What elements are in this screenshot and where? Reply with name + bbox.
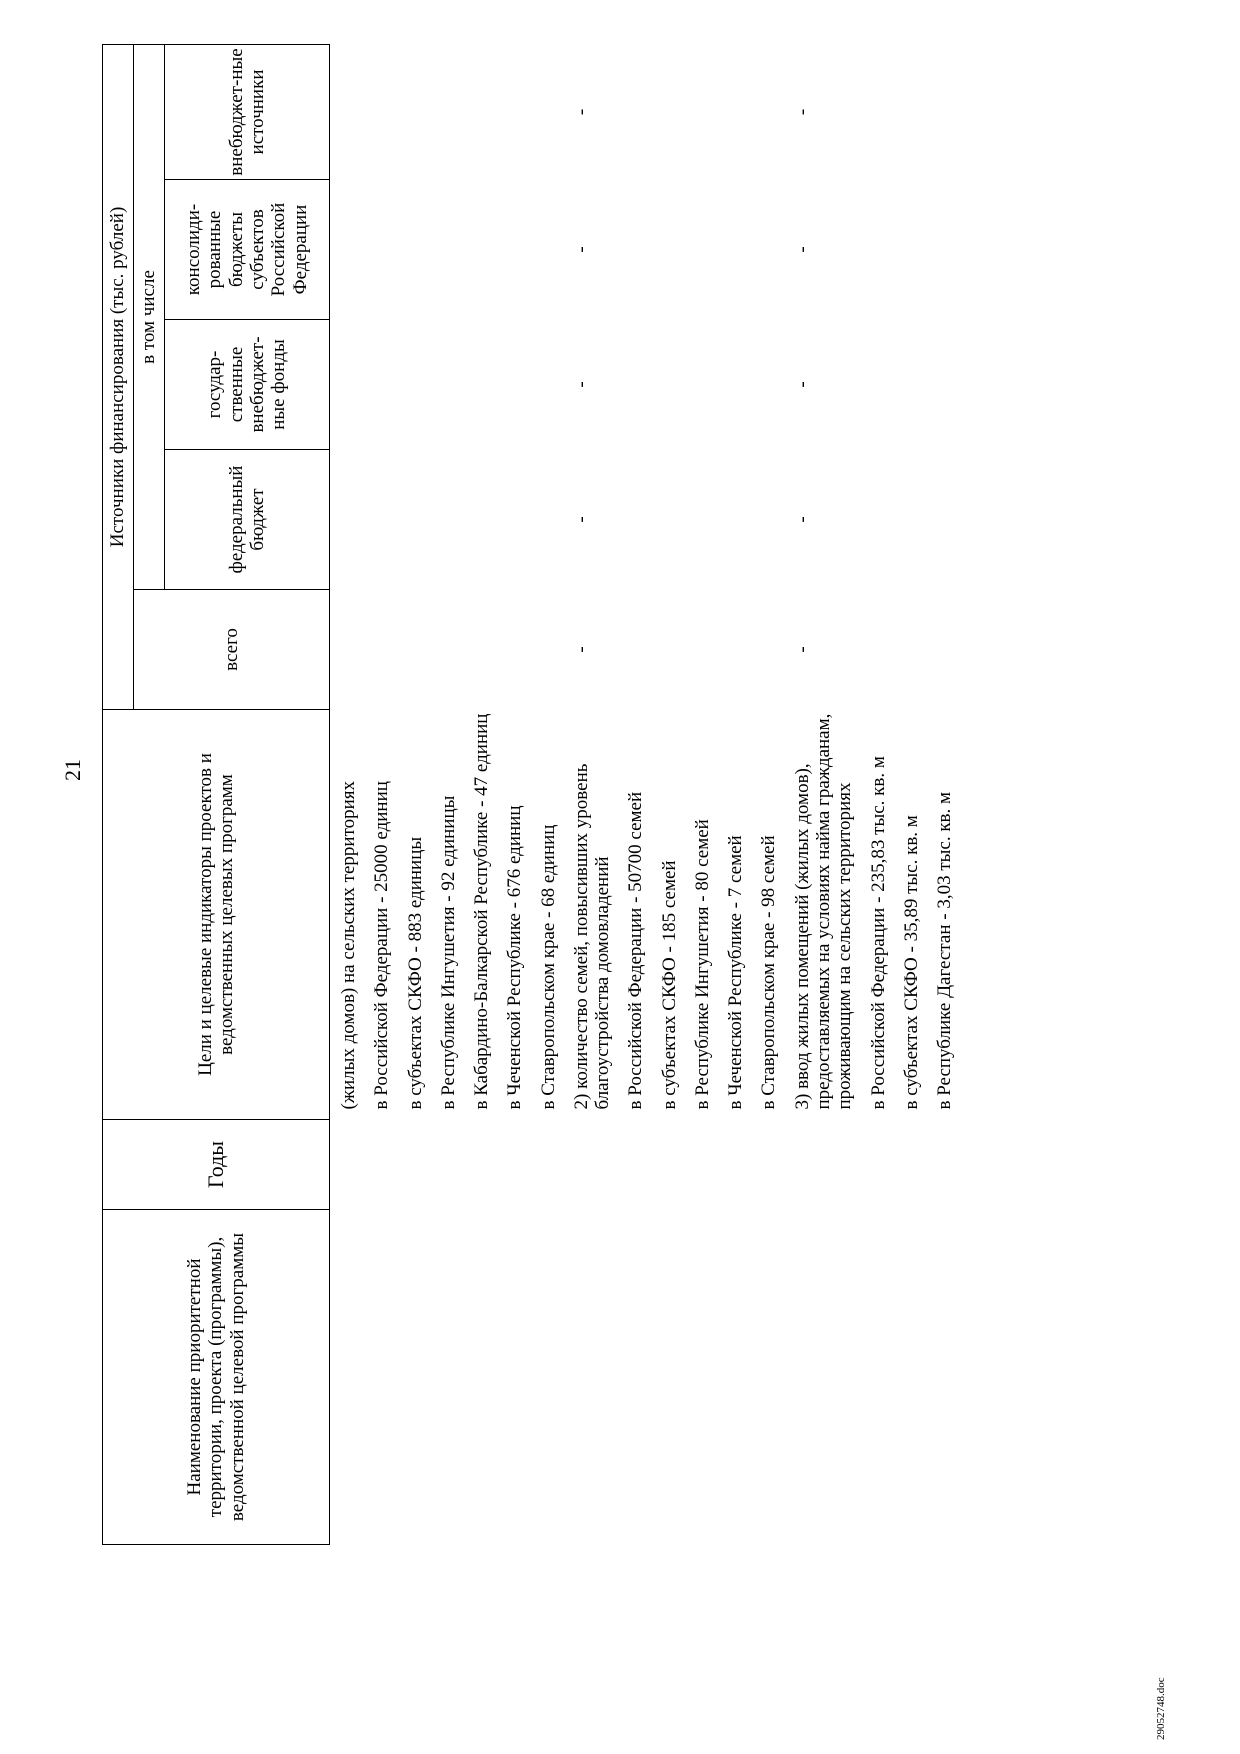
table-row (792, 44, 868, 1544)
cell-federal (692, 450, 725, 590)
table-row (330, 44, 372, 1544)
cell-state-funds (538, 320, 571, 450)
cell-federal (538, 450, 571, 590)
cell-regional (934, 180, 967, 320)
table-row (934, 44, 967, 1544)
cell-total: - (570, 646, 592, 653)
page-number: 21 (60, 759, 85, 781)
cell-regional (868, 180, 901, 320)
cell-state-funds: - (791, 381, 813, 388)
cell-indicator: в Чеченской Республике - 676 единиц (504, 805, 526, 1110)
cell-federal (371, 450, 404, 590)
cell-name (371, 1210, 404, 1545)
header-name: Наименование приоритетной территории, проекта (программы), ведомственной целевой программы (103, 1210, 330, 1545)
table-row (692, 44, 725, 1544)
cell-indicator: в Республике Ингушетия - 80 семей (691, 819, 713, 1110)
cell-total (758, 590, 791, 710)
cell-name (571, 1210, 626, 1545)
cell-state-funds (659, 320, 692, 450)
cell-extra-budget (504, 44, 537, 179)
cell-federal (405, 450, 438, 590)
cell-total (405, 590, 438, 710)
cell-total (659, 590, 692, 710)
cell-indicator: в Чеченской Республике - 7 семей (725, 835, 747, 1110)
cell-extra-budget (868, 44, 901, 179)
cell-indicator: в Российской Федерации - 235,83 тыс. кв. м (867, 756, 889, 1110)
cell-extra-budget (901, 44, 934, 179)
cell-extra-budget (758, 44, 791, 179)
cell-regional (659, 180, 692, 320)
cell-regional (504, 180, 537, 320)
cell-state-funds (934, 320, 967, 450)
cell-regional (538, 180, 571, 320)
cell-federal (934, 450, 967, 590)
cell-years (538, 1120, 571, 1210)
cell-indicator: в Кабардино-Балкарской Республике - 47 единиц (471, 713, 493, 1110)
cell-name (692, 1210, 725, 1545)
cell-state-funds (725, 320, 758, 450)
header-federal: федеральный бюджет (165, 450, 330, 590)
footer-filename: 29052748.doc (1155, 1677, 1167, 1740)
cell-regional: - (570, 246, 592, 253)
header-funding-group: Источники финансирования (тыс. рублей) (103, 44, 134, 709)
cell-extra-budget (692, 44, 725, 179)
cell-total (504, 590, 537, 710)
cell-indicator: 3) ввод жилых помещений (жилых домов), предоставляемых на условиях найма гражданам, проживающим на сельских территориях (791, 713, 856, 1110)
cell-total (330, 590, 372, 710)
header-goals: Цели и целевые индикаторы проектов и ведомственных целевых программ (103, 710, 330, 1120)
cell-extra-budget (934, 44, 967, 179)
cell-name (330, 1210, 372, 1545)
cell-state-funds (692, 320, 725, 450)
cell-extra-budget (659, 44, 692, 179)
cell-state-funds (504, 320, 537, 450)
cell-state-funds (471, 320, 504, 450)
table-body (330, 44, 968, 1544)
cell-years (868, 1120, 901, 1210)
cell-years (571, 1120, 626, 1210)
cell-years (471, 1120, 504, 1210)
table-row (659, 44, 692, 1544)
cell-total (692, 590, 725, 710)
cell-indicator: (жилых домов) на сельских территориях (338, 780, 359, 1110)
cell-total: - (791, 646, 813, 653)
cell-total (901, 590, 934, 710)
table-row (504, 44, 537, 1544)
cell-indicator: 2) количество семей, повысивших уровень благоустройства домовладений (570, 763, 614, 1110)
cell-federal (438, 450, 471, 590)
cell-extra-budget: - (791, 108, 813, 116)
table-row (725, 44, 758, 1544)
cell-extra-budget (725, 44, 758, 179)
table-row (758, 44, 791, 1544)
cell-years (934, 1120, 967, 1210)
cell-total (371, 590, 404, 710)
table-row (371, 44, 404, 1544)
table-row (868, 44, 901, 1544)
cell-state-funds (330, 320, 372, 450)
cell-years (371, 1120, 404, 1210)
cell-name (792, 1210, 868, 1545)
cell-years (405, 1120, 438, 1210)
header-years: Годы (103, 1120, 330, 1210)
cell-years (504, 1120, 537, 1210)
cell-regional (438, 180, 471, 320)
cell-extra-budget (471, 44, 504, 179)
cell-state-funds: - (570, 381, 592, 388)
cell-indicator: в Российской Федерации - 50700 семей (625, 791, 647, 1110)
cell-regional (371, 180, 404, 320)
cell-name (659, 1210, 692, 1545)
cell-indicator: в Ставропольском крае - 68 единиц (537, 824, 559, 1110)
cell-regional: - (791, 246, 813, 253)
cell-extra-budget (371, 44, 404, 179)
cell-total (625, 590, 658, 710)
cell-years (792, 1120, 868, 1210)
header-total: всего (134, 590, 330, 710)
cell-total (471, 590, 504, 710)
cell-extra-budget (405, 44, 438, 179)
cell-federal (868, 450, 901, 590)
cell-years (330, 1120, 372, 1210)
cell-regional (692, 180, 725, 320)
table-row (471, 44, 504, 1544)
cell-regional (405, 180, 438, 320)
cell-indicator: в субъектах СКФО - 35,89 тыс. кв. м (900, 815, 922, 1110)
cell-years (758, 1120, 791, 1210)
cell-name (471, 1210, 504, 1545)
table-row (571, 44, 626, 1544)
cell-federal (625, 450, 658, 590)
cell-state-funds (868, 320, 901, 450)
header-regional: консолиди-рованные бюджеты субъектов Российской Федерации (165, 180, 330, 320)
cell-state-funds (758, 320, 791, 450)
cell-state-funds (901, 320, 934, 450)
cell-indicator: в Республике Ингушетия - 92 единицы (437, 795, 459, 1110)
cell-state-funds (438, 320, 471, 450)
cell-regional (625, 180, 658, 320)
cell-name (725, 1210, 758, 1545)
cell-regional (330, 180, 372, 320)
header-including: в том числе (134, 44, 165, 589)
cell-federal (504, 450, 537, 590)
cell-regional (471, 180, 504, 320)
table-row (405, 44, 438, 1544)
cell-name (625, 1210, 658, 1545)
table-row (901, 44, 934, 1544)
cell-indicator: в Республике Дагестан - 3,03 тыс. кв. м (934, 791, 956, 1110)
cell-extra-budget (625, 44, 658, 179)
cell-total (438, 590, 471, 710)
cell-federal (330, 450, 372, 590)
table-row (625, 44, 658, 1544)
cell-name (901, 1210, 934, 1545)
table-row (538, 44, 571, 1544)
cell-regional (758, 180, 791, 320)
cell-name (934, 1210, 967, 1545)
cell-federal (758, 450, 791, 590)
cell-federal (901, 450, 934, 590)
cell-extra-budget (330, 44, 372, 179)
cell-indicator: в Ставропольском крае - 98 семей (758, 835, 780, 1110)
cell-state-funds (405, 320, 438, 450)
cell-name (868, 1210, 901, 1545)
cell-total (934, 590, 967, 710)
cell-name (405, 1210, 438, 1545)
cell-years (625, 1120, 658, 1210)
table-row (438, 44, 471, 1544)
funding-table (102, 44, 967, 1545)
cell-regional (901, 180, 934, 320)
cell-regional (725, 180, 758, 320)
cell-federal: - (791, 516, 813, 523)
cell-name (438, 1210, 471, 1545)
cell-total (538, 590, 571, 710)
cell-federal (471, 450, 504, 590)
cell-federal (725, 450, 758, 590)
cell-federal (659, 450, 692, 590)
cell-indicator: в субъектах СКФО - 185 семей (658, 860, 680, 1110)
cell-name (538, 1210, 571, 1545)
cell-years (692, 1120, 725, 1210)
cell-indicator: в субъектах СКФО - 883 единицы (404, 836, 426, 1110)
cell-federal: - (570, 516, 592, 523)
cell-years (901, 1120, 934, 1210)
cell-indicator: в Российской Федерации - 25000 единиц (371, 781, 393, 1110)
cell-total (868, 590, 901, 710)
cell-name (758, 1210, 791, 1545)
cell-name (504, 1210, 537, 1545)
header-extra-budget: внебюджет-ные источники (165, 44, 330, 179)
cell-extra-budget (438, 44, 471, 179)
cell-years (725, 1120, 758, 1210)
cell-state-funds (371, 320, 404, 450)
cell-extra-budget: - (570, 108, 592, 116)
header-state-funds: государ-ственные внебюджет-ные фонды (165, 320, 330, 450)
cell-years (438, 1120, 471, 1210)
cell-extra-budget (538, 44, 571, 179)
cell-years (659, 1120, 692, 1210)
cell-total (725, 590, 758, 710)
cell-state-funds (625, 320, 658, 450)
